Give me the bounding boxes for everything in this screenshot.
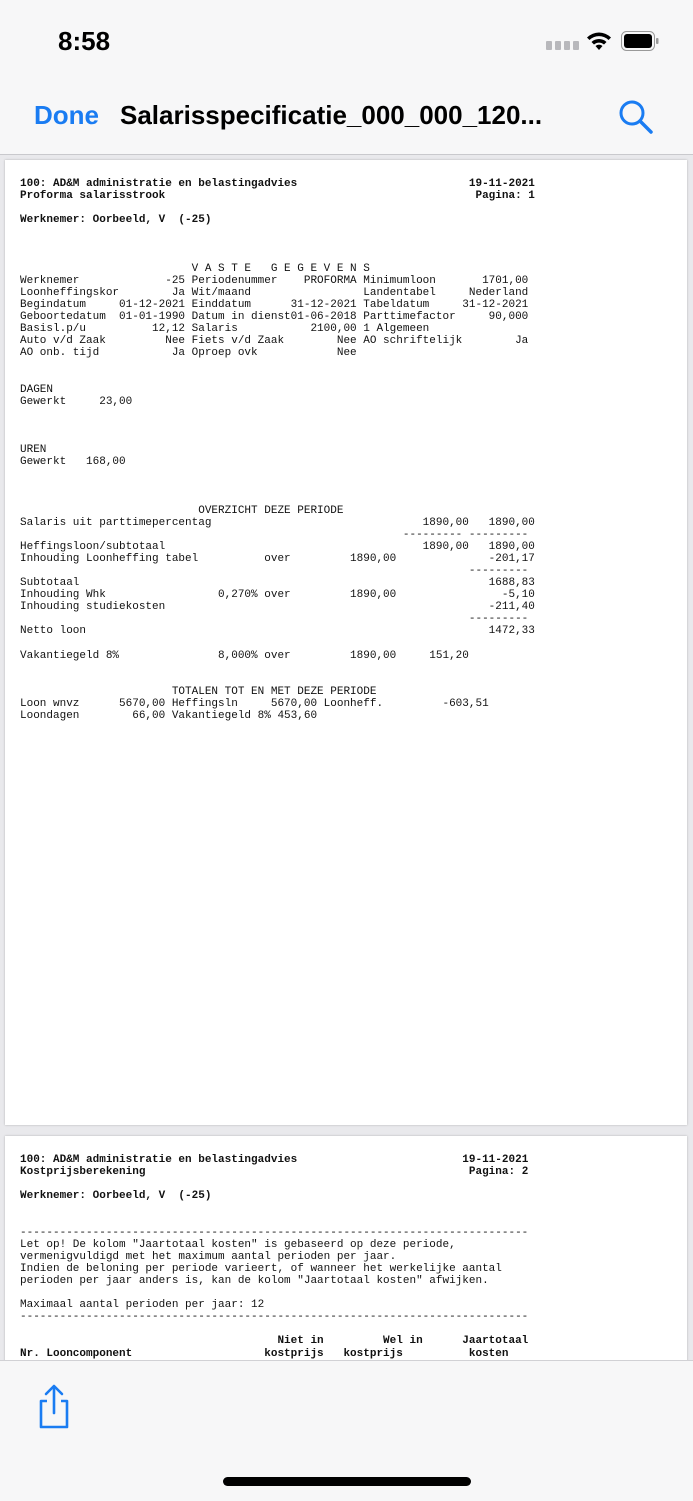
page1-doc-type: Proforma salarisstrook — [20, 190, 166, 203]
navigation-bar — [0, 82, 693, 155]
status-bar — [0, 0, 693, 82]
separator-line: ----------------------------------------------------------------------------- — [20, 1311, 529, 1324]
overzicht-row: Heffingsloon/subtotaal 1890,00 1890,00 — [20, 540, 535, 553]
vaste-gegevens-row: Geboortedatum 01-01-1990 Datum in dienst01-06-2018 Parttimefactor 90,000 — [20, 311, 529, 324]
vaste-gegevens-row: Loonheffingskor Ja Wit/maand Landentabel Nederland — [20, 286, 529, 299]
totalen-row: Loon wnvz 5670,00 Heffingsln 5670,00 Loonheff. -603,51 — [20, 698, 489, 711]
vaste-gegevens-row: Basisl.p/u 12,12 Salaris 2100,00 1 Algemeen — [20, 323, 430, 336]
share-button[interactable] — [32, 1383, 76, 1431]
page2-doc-type: Kostprijsberekening — [20, 1166, 146, 1179]
dagen-label: DAGEN — [20, 383, 54, 396]
page2-date: 19-11-2021 Pagina: 2 — [462, 1154, 529, 1179]
overzicht-row: Inhouding Whk 0,270% over 1890,00 -5,10 — [20, 589, 535, 602]
page1-date: 19-11-2021 Pagina: 1 — [468, 178, 535, 203]
cellular-signal-icon — [546, 41, 580, 51]
overzicht-separator: --------- — [20, 565, 529, 577]
vaste-gegevens-row: Werknemer -25 Periodenummer PROFORMA Minimumloon 1701,00 — [20, 274, 529, 287]
uren-label: UREN — [20, 444, 47, 457]
done-button[interactable]: Done — [34, 100, 99, 130]
document-viewer[interactable] — [0, 155, 693, 1360]
overzicht-row: Vakantiegeld 8% 8,000% over 1890,00 151,20 — [20, 649, 469, 662]
overzicht-row: Inhouding studiekosten -211,40 — [20, 601, 535, 614]
column-headers: Nr. Looncomponent kostprijs kostprijs kosten — [20, 1347, 509, 1360]
vaste-gegevens-row: Auto v/d Zaak Nee Fiets v/d Zaak Nee AO schriftelijk Ja — [20, 335, 529, 348]
overzicht-row: Subtotaal 1688,83 — [20, 577, 535, 590]
max-periods: Maximaal aantal perioden per jaar: 12 — [20, 1299, 265, 1312]
vaste-gegevens-row: Begindatum 01-12-2021 Einddatum 31-12-2021 Tabeldatum 31-12-2021 — [20, 298, 529, 311]
dagen-gewerkt: Gewerkt 23,00 — [20, 395, 133, 408]
document-page-1 — [5, 160, 687, 1125]
notice-line: Indien de beloning per periode varieert, of wanneer het werkelijke aantal — [20, 1262, 502, 1275]
notice-line: Let op! De kolom "Jaartotaal kosten" is gebaseerd op deze periode, — [20, 1238, 456, 1251]
page1-company: 100: AD&M administratie en belastingadvies — [20, 178, 298, 190]
overzicht-row: Netto loon 1472,33 — [20, 625, 535, 638]
separator-line: ----------------------------------------------------------------------------- — [20, 1226, 529, 1239]
wifi-icon — [586, 30, 612, 52]
totalen-row: Loondagen 66,00 Vakantiegeld 8% 453,60 — [20, 710, 318, 723]
notice-line: perioden per jaar anders is, kan de kolom "Jaartotaal kosten" afwijken. — [20, 1274, 489, 1287]
overzicht-header: OVERZICHT DEZE PERIODE — [20, 504, 344, 517]
search-icon — [616, 97, 656, 137]
vaste-gegevens-row: AO onb. tijd Ja Oproep ovk Nee — [20, 347, 357, 360]
overzicht-row: Salaris uit parttimepercentag 1890,00 1890,00 — [20, 516, 535, 529]
totalen-header: TOTALEN TOT EN MET DEZE PERIODE — [20, 685, 377, 698]
page-2-text — [20, 1154, 528, 1360]
overzicht-row: Inhouding Loonheffing tabel over 1890,00 -201,17 — [20, 552, 535, 565]
page2-company: 100: AD&M administratie en belastingadvies — [20, 1154, 298, 1166]
notice-line: vermenigvuldigd met het maximum aantal perioden per jaar. — [20, 1250, 397, 1263]
share-icon — [32, 1383, 76, 1431]
page-1-text — [20, 178, 535, 722]
home-indicator — [223, 1477, 471, 1486]
page1-employee: Werknemer: Oorbeeld, V (-25) — [20, 214, 212, 227]
overzicht-separator: --------- — [20, 613, 529, 626]
uren-gewerkt: Gewerkt 168,00 — [20, 456, 126, 469]
search-button[interactable] — [612, 96, 660, 140]
column-headers: Niet in Wel in Jaartotaal — [20, 1335, 529, 1348]
document-page-2 — [5, 1136, 687, 1360]
page2-employee: Werknemer: Oorbeeld, V (-25) — [20, 1190, 212, 1203]
status-time: 8:58 — [58, 26, 111, 56]
overzicht-separator: --------- --------- — [20, 528, 529, 541]
battery-icon — [621, 31, 659, 51]
document-title: Salarisspecificatie_000_000_120... — [120, 100, 543, 130]
vaste-gegevens-header: V A S T E G E G E V E N S — [20, 262, 370, 275]
